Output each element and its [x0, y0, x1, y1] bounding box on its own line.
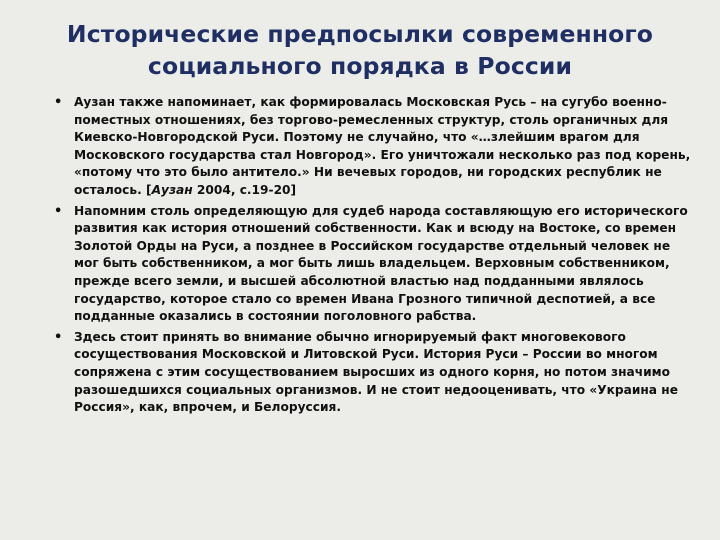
bullet-icon: • [54, 329, 63, 345]
slide-title: Исторические предпосылки современного социального порядка в России [66, 20, 654, 80]
citation-details: 2004, с.19-20] [192, 182, 297, 197]
citation-author: Аузан [151, 182, 193, 197]
bullet-text: Напомним столь определяющую для судеб народа составляющую его исторического развития как история отношений собственности. Как и всюду на Востоке, со времен Золотой Орды на Руси, а позднее в Российском государстве отдельный человек не мог быть собственником, а мог быть лишь владельцем. Верховным собственником, прежде всего земли, и высшей абсолютной властью над подданными являлось государство, которое стало со времен Ивана Грозного типичной деспотией, а все подданные оказались в состоянии поголовного рабства. [74, 203, 688, 324]
bullet-icon: • [54, 95, 63, 110]
bullet-item [54, 203, 694, 326]
bullet-item [54, 94, 694, 200]
bullet-text: Аузан также напоминает, как формировалась Московская Русь – на сугубо военно-поместных отношениях, без торгово-ремесленных структур, столь органичных для Киевско-Новгородской Руси. Поэтому не случайно, что «…злейшим врагом для Московского государства стал Новгород». Его уничтожали несколько раз под корень, «потому что это было антитело.» Ни вечевых городов, ни городских республик не осталось. [ [74, 95, 691, 197]
bullet-list [54, 94, 694, 420]
bullet-text: Здесь стоит принять во внимание обычно игнорируемый факт многовекового сосуществования Московской и Литовской Руси. История Руси – России во многом сопряжена с этим сосуществованием выросших из одного корня, но потом значимо разошедшихся социальных организмов. И не стоит недооценивать, что «Украина не Россия», как, впрочем, и Белоруссия. [74, 329, 678, 415]
bullet-icon: • [54, 203, 63, 219]
bullet-item [54, 329, 694, 417]
